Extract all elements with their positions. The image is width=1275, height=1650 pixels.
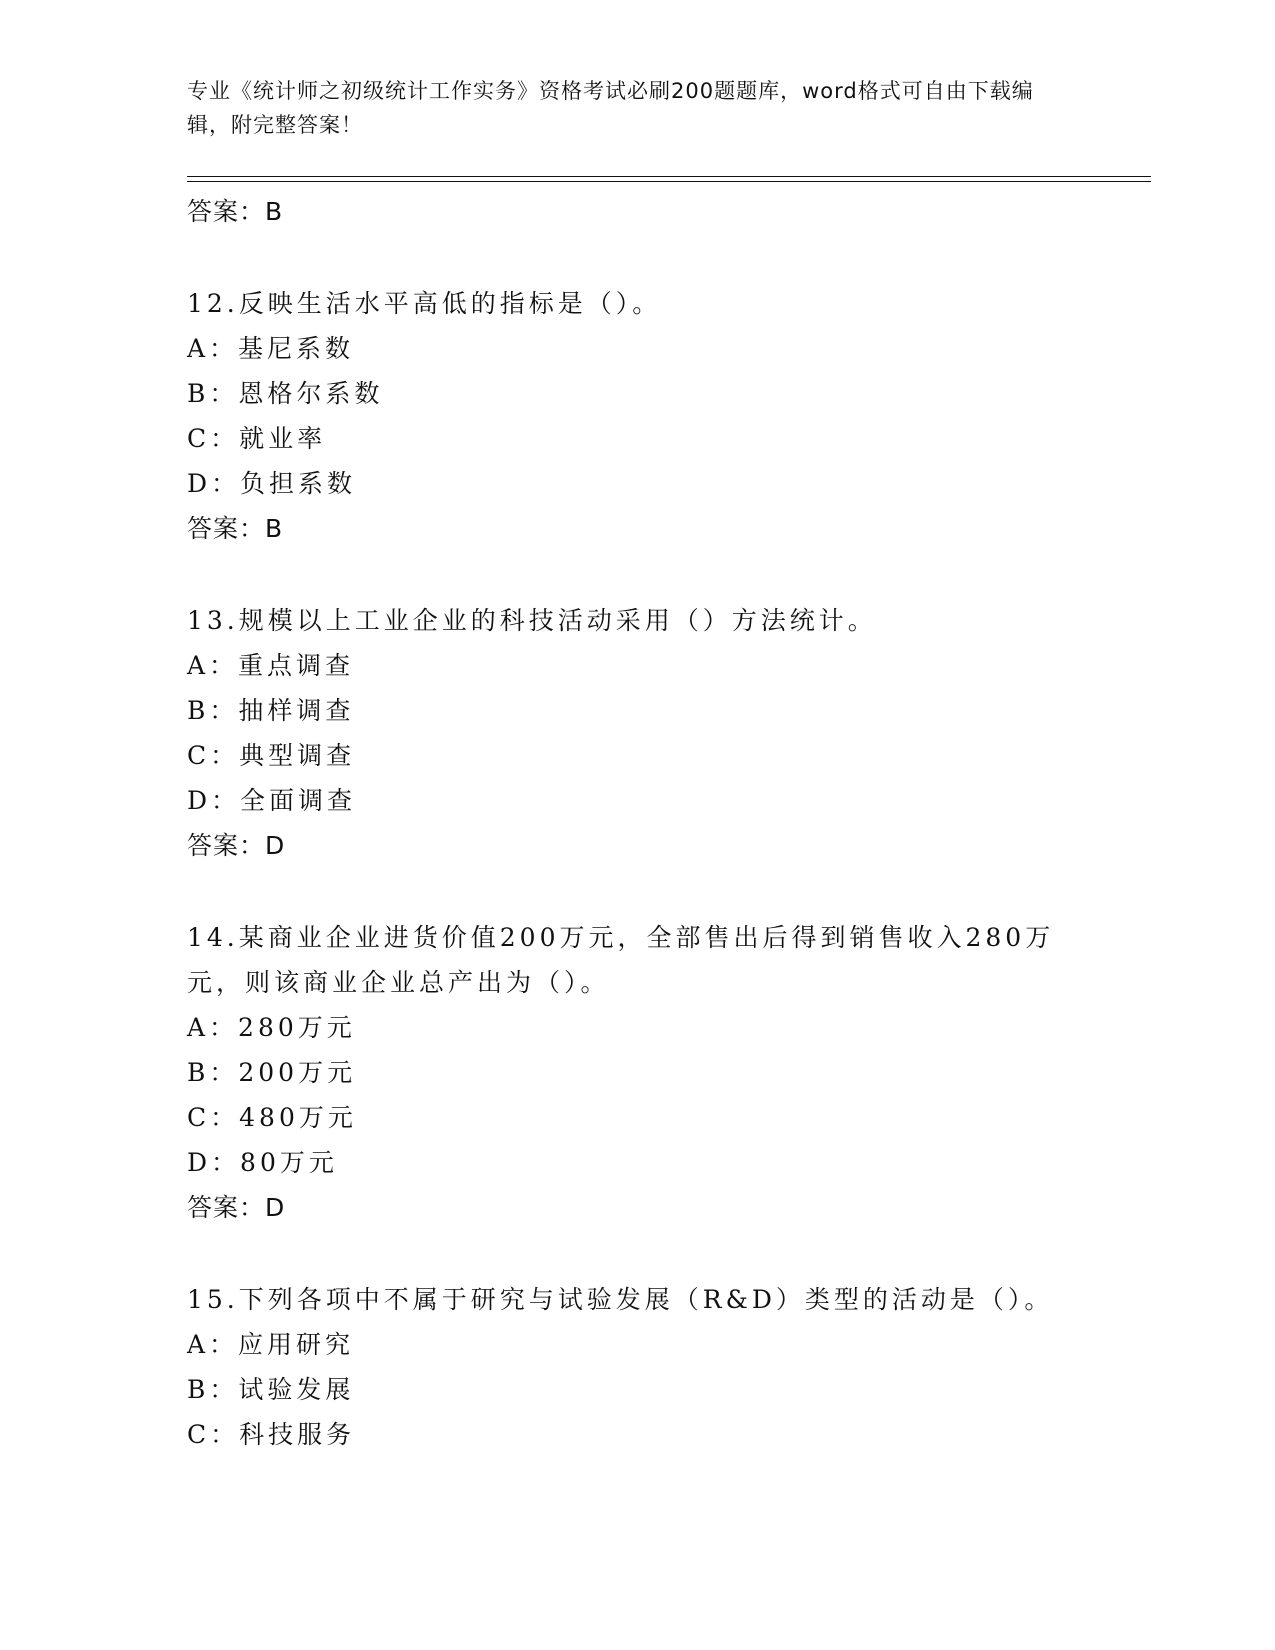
option-b: B：试验发展	[187, 1375, 355, 1404]
question-list	[187, 189, 1077, 1457]
spacer	[187, 868, 1077, 915]
question-stem: 14.某商业企业进货价值200万元，全部售出后得到销售收入280万元，则该商业企业总产出为（）。	[187, 923, 1055, 997]
header-divider	[187, 176, 1151, 182]
question-stem: 12.反映生活水平高低的指标是（）。	[187, 289, 662, 318]
answer-line: 答案：B	[187, 514, 284, 543]
question-stem: 15.下列各项中不属于研究与试验发展（R&D）类型的活动是（）。	[187, 1285, 1054, 1314]
option-a: A：基尼系数	[187, 334, 355, 363]
option-b: B：抽样调查	[187, 696, 355, 725]
option-a: A：重点调查	[187, 651, 355, 680]
question-block	[187, 281, 1077, 551]
answer-line: 答案：D	[187, 831, 286, 860]
option-a: A：280万元	[187, 1013, 356, 1042]
option-d: D：80万元	[187, 1148, 338, 1177]
option-d: D：负担系数	[187, 469, 357, 498]
answer-line: 答案：D	[187, 1193, 286, 1222]
option-c: C：典型调查	[187, 741, 356, 770]
option-d: D：全面调查	[187, 786, 357, 815]
option-a: A：应用研究	[187, 1330, 355, 1359]
option-c: C：就业率	[187, 424, 327, 453]
document-header: 专业《统计师之初级统计工作实务》资格考试必刷200题题库，word格式可自由下载编辑，附完整答案！	[187, 79, 1034, 137]
question-block	[187, 915, 1077, 1230]
option-c: C：480万元	[187, 1103, 357, 1132]
spacer	[187, 1230, 1077, 1277]
spacer	[187, 551, 1077, 598]
option-b: B：200万元	[187, 1058, 357, 1087]
question-stem: 13.规模以上工业企业的科技活动采用（）方法统计。	[187, 606, 877, 635]
question-block	[187, 1277, 1077, 1457]
option-c: C：科技服务	[187, 1420, 356, 1449]
option-b: B：恩格尔系数	[187, 379, 384, 408]
spacer	[187, 234, 1077, 281]
answer-line: 答案：B	[187, 197, 284, 226]
question-block	[187, 598, 1077, 868]
